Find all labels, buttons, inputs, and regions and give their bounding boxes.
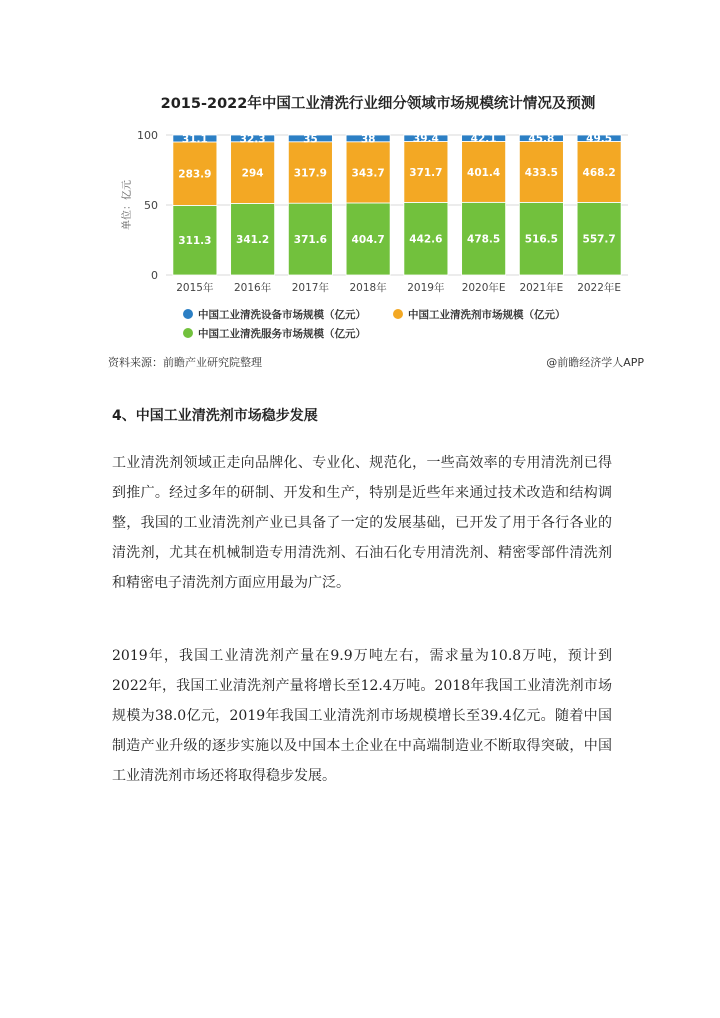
x-tick-label: 2016年 <box>234 282 272 294</box>
data-label: 468.2 <box>582 166 616 179</box>
data-label: 45.8 <box>528 133 555 146</box>
paragraph-2: 2019年，我国工业清洗剂产量在9.9万吨左右，需求量为10.8万吨，预计到2022年，我国工业清洗剂产量将增长至12.4万吨。2018年我国工业清洗剂市场规模为38.0亿元，2019年我国工业清洗剂市场规模增长至39.4亿元。随着中国制造产业升级的逐步实施以及中国本土企业在中高端制造业不断取得突破，中国工业清洗剂市场还将取得稳步发展。 <box>112 648 612 784</box>
legend-marker <box>183 309 193 319</box>
x-tick-label: 2019年 <box>407 282 445 294</box>
data-label: 31.1 <box>181 133 208 146</box>
data-label: 294 <box>241 167 264 180</box>
y-axis-label: 单位：亿元 <box>122 180 133 230</box>
x-tick-label: 2017年 <box>291 282 329 294</box>
y-tick-label: 50 <box>144 199 158 212</box>
chart-figure <box>108 88 648 378</box>
data-label: 311.3 <box>178 235 212 248</box>
data-label: 401.4 <box>467 166 501 179</box>
data-label: 38 <box>360 133 376 146</box>
source-note: 资料来源：前瞻产业研究院整理 <box>108 356 262 369</box>
paragraph-1: 工业清洗剂领域正走向品牌化、专业化、规范化，一些高效率的专用清洗剂已得到推广。经过多年的研制、开发和生产，特别是近些年来通过技术改造和结构调整，我国的工业清洗剂产业已具备了一定的发展基础，已开发了用于各行各业的清洗剂，尤其在机械制造专用清洗剂、石油石化专用清洗剂、精密零部件清洗剂和精密电子清洗剂方面应用最为广泛。 <box>112 455 612 591</box>
data-label: 371.6 <box>293 234 327 247</box>
x-tick-label: 2015年 <box>176 282 214 294</box>
data-label: 404.7 <box>351 233 385 246</box>
legend-entry: 中国工业清洗剂市场规模（亿元） <box>408 309 566 321</box>
data-label: 433.5 <box>524 166 558 179</box>
data-label: 516.5 <box>524 233 558 246</box>
data-label: 343.7 <box>351 167 385 180</box>
legend-marker <box>393 309 403 319</box>
data-label: 478.5 <box>467 233 501 246</box>
x-tick-label: 2021年E <box>519 282 564 294</box>
legend-marker <box>183 328 193 338</box>
legend-entry: 中国工业清洗服务市场规模（亿元） <box>198 328 366 340</box>
data-label: 557.7 <box>582 233 616 246</box>
data-label: 341.2 <box>236 234 270 247</box>
data-label: 39.4 <box>412 133 439 146</box>
legend-entry: 中国工业清洗设备市场规模（亿元） <box>198 309 366 321</box>
data-label: 35 <box>303 133 318 146</box>
x-tick-label: 2020年E <box>461 282 506 294</box>
brand-credit: @前瞻经济学人APP <box>546 356 644 369</box>
x-tick-label: 2018年 <box>349 282 387 294</box>
chart-title: 2015-2022年中国工业清洗行业细分领域市场规模统计情况及预测 <box>160 96 596 112</box>
data-label: 42.1 <box>470 133 497 146</box>
data-label: 49.5 <box>586 133 613 146</box>
data-label: 283.9 <box>178 168 212 181</box>
stacked-bar-chart <box>108 88 648 350</box>
data-label: 442.6 <box>409 233 443 246</box>
x-tick-label: 2022年E <box>577 282 622 294</box>
y-tick-label: 0 <box>151 269 158 282</box>
data-label: 32.3 <box>239 133 266 146</box>
data-label: 317.9 <box>293 167 327 180</box>
y-tick-label: 100 <box>137 129 158 142</box>
section-heading: 4、中国工业清洗剂市场稳步发展 <box>112 408 318 424</box>
data-label: 371.7 <box>409 166 443 179</box>
